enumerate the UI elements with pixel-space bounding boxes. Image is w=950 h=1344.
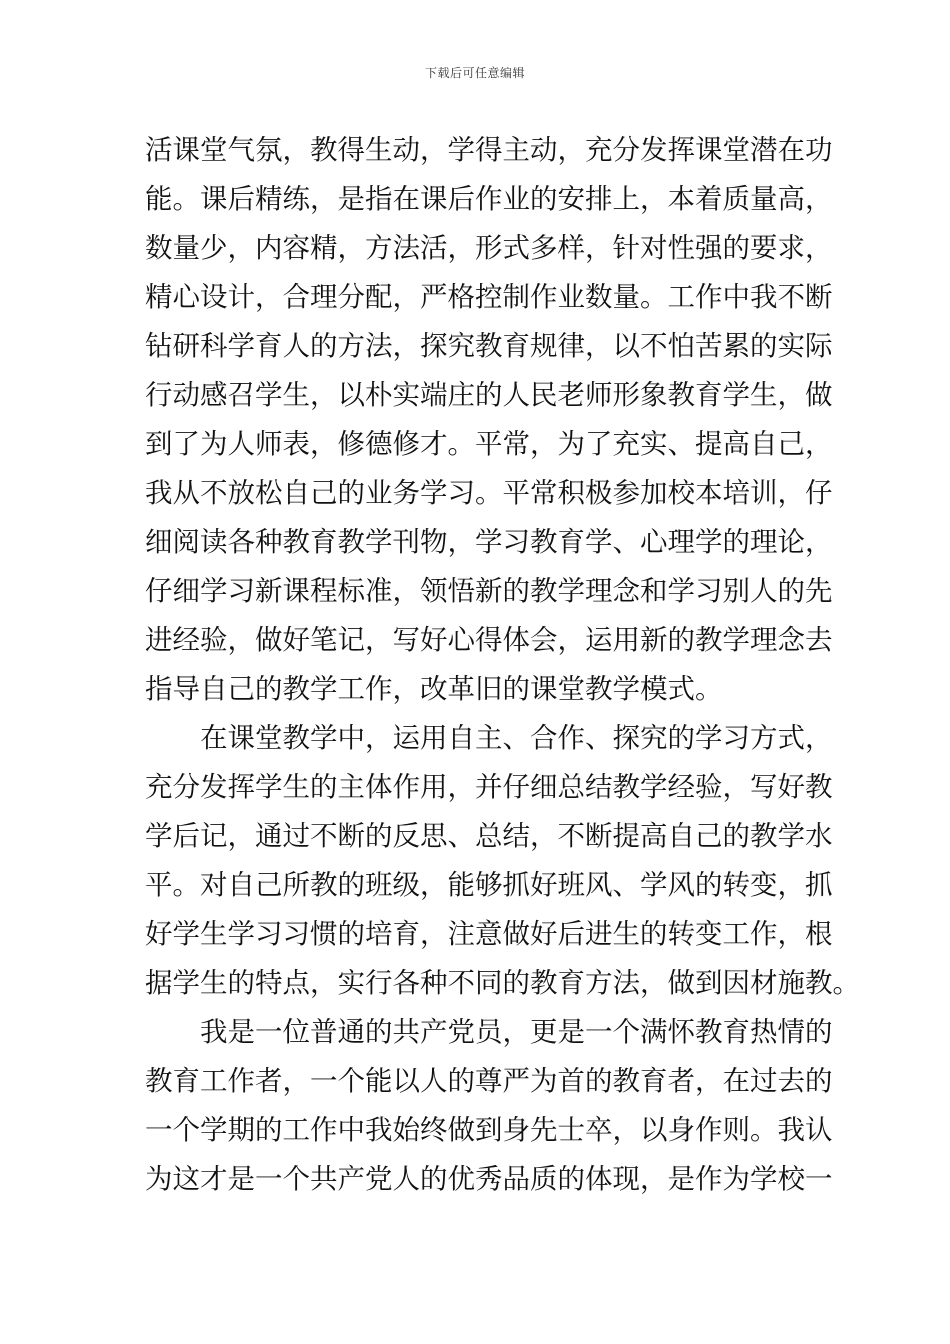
text-line: 一个学期的工作中我始终做到身先士卒，以身作则。我认 xyxy=(145,1114,833,1146)
text-line: 我从不放松自己的业务学习。平常积极参加校本培训，仔 xyxy=(145,477,833,509)
text-line: 据学生的特点，实行各种不同的教育方法，做到因材施教。 xyxy=(145,967,860,999)
text-line: 好学生学习习惯的培育，注意做好后进生的转变工作，根 xyxy=(145,918,833,950)
text-line: 为这才是一个共产党人的优秀品质的体现，是作为学校一 xyxy=(145,1163,833,1195)
text-line: 在课堂教学中，运用自主、合作、探究的学习方式， xyxy=(200,722,833,754)
text-line: 精心设计，合理分配，严格控制作业数量。工作中我不断 xyxy=(145,281,833,313)
text-line: 进经验，做好笔记，写好心得体会，运用新的教学理念去 xyxy=(145,624,833,656)
text-line: 学后记，通过不断的反思、总结，不断提高自己的教学水 xyxy=(145,820,833,852)
text-line: 能。课后精练，是指在课后作业的安排上，本着质量高， xyxy=(145,183,833,215)
text-line: 我是一位普通的共产党员，更是一个满怀教育热情的 xyxy=(200,1016,833,1048)
text-line: 活课堂气氛，教得生动，学得主动，充分发挥课堂潜在功 xyxy=(145,134,833,166)
text-line: 充分发挥学生的主体作用，并仔细总结教学经验，写好教 xyxy=(145,771,833,803)
text-line: 到了为人师表，修德修才。平常，为了充实、提高自己， xyxy=(145,428,833,460)
text-line: 钻研科学育人的方法，探究教育规律，以不怕苦累的实际 xyxy=(145,330,833,362)
page-header: 下载后可任意编辑 xyxy=(424,66,525,80)
text-line: 平。对自己所教的班级，能够抓好班风、学风的转变，抓 xyxy=(145,869,833,901)
text-line: 仔细学习新课程标准，领悟新的教学理念和学习别人的先 xyxy=(145,575,833,607)
text-line: 细阅读各种教育教学刊物，学习教育学、心理学的理论， xyxy=(145,526,833,558)
text-line: 教育工作者，一个能以人的尊严为首的教育者，在过去的 xyxy=(145,1065,833,1097)
paragraph-2 xyxy=(145,714,860,1008)
text-line: 数量少，内容精，方法活，形式多样，针对性强的要求， xyxy=(145,232,833,264)
text-line: 行动感召学生，以朴实端庄的人民老师形象教育学生，做 xyxy=(145,379,833,411)
text-line: 指导自己的教学工作，改革旧的课堂教学模式。 xyxy=(145,673,723,705)
document-body xyxy=(145,126,860,1204)
paragraph-3 xyxy=(145,1008,833,1204)
paragraph-1 xyxy=(145,126,833,714)
